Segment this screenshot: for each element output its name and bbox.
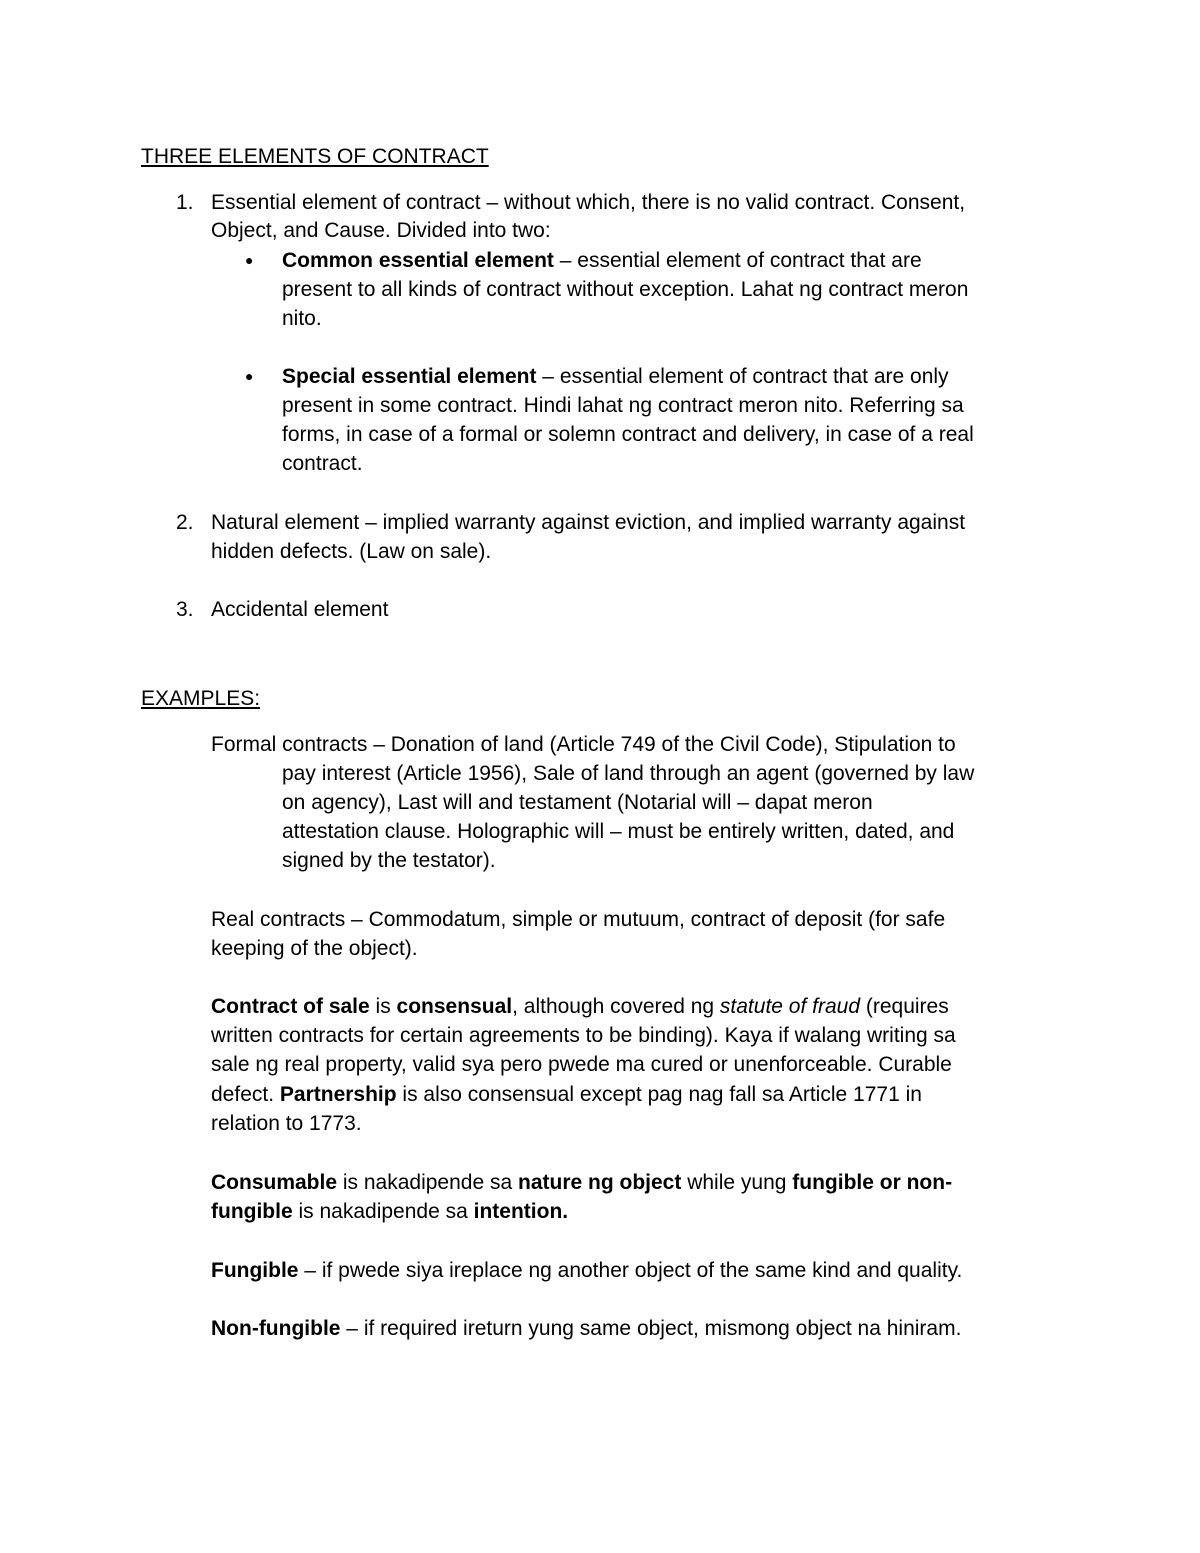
contract-of-sale-term: Contract of sale xyxy=(211,995,370,1018)
statute-of-fraud-term: statute of fraud xyxy=(719,995,861,1018)
formal-line4: attestation clause. Holographic will – must be entirely written, dated, and xyxy=(282,820,955,843)
formal-line5: signed by the testator). xyxy=(282,849,496,872)
nature-ng-object-term: nature ng object xyxy=(518,1171,682,1194)
sale-line2: written contracts for certain agreements to be binding). Kaya if walang writing sa xyxy=(211,1024,956,1047)
real-line1: Real contracts – Commodatum, simple or mutuum, contract of deposit (for safe xyxy=(211,908,946,931)
formal-line3: on agency), Last will and testament (Notarial will – dapat meron xyxy=(282,791,873,814)
bullet2-line4: contract. xyxy=(282,452,363,475)
item2-line1: Natural element – implied warranty against eviction, and implied warranty against xyxy=(211,511,966,534)
item1-line2: Object, and Cause. Divided into two: xyxy=(211,219,551,242)
consumable-line1: Consumable is nakadipende sa nature ng object while yung fungible or non- xyxy=(211,1171,953,1194)
consumable-term: Consumable xyxy=(211,1171,338,1194)
intention-term: intention. xyxy=(473,1200,569,1223)
bullet1-line1: Common essential element – essential element of contract that are xyxy=(282,249,922,272)
sale-line3: sale ng real property, valid sya pero pwede ma cured or unenforceable. Curable xyxy=(211,1053,952,1076)
item3-line1: Accidental element xyxy=(211,598,389,621)
bullet2-line2: present in some contract. Hindi lahat ng contract meron nito. Referring sa xyxy=(282,394,964,417)
fungible-definition: Fungible – if pwede siya ireplace ng another object of the same kind and quality. xyxy=(211,1259,963,1282)
partnership-term: Partnership xyxy=(279,1083,397,1106)
bullet1-line2: present to all kinds of contract without exception. Lahat ng contract meron xyxy=(282,278,969,301)
sale-line1: Contract of sale is consensual, although covered ng statute of fraud (requires xyxy=(211,995,949,1018)
special-essential-term: Special essential element xyxy=(282,365,537,388)
formal-line1: Formal contracts – Donation of land (Article 749 of the Civil Code), Stipulation to xyxy=(211,733,956,756)
bullet2-line3: forms, in case of a formal or solemn contract and delivery, in case of a real xyxy=(282,423,974,446)
nonfungible-term: Non-fungible xyxy=(211,1317,341,1340)
fungible-or-non-term: fungible or non- xyxy=(792,1171,953,1194)
sale-line5: relation to 1773. xyxy=(211,1112,362,1135)
sale-line4: defect. Partnership is also consensual except pag nag fall sa Article 1771 in xyxy=(211,1083,922,1106)
list-number-1: 1. xyxy=(176,191,194,214)
list-number-3: 3. xyxy=(176,598,194,621)
bullet-icon: ● xyxy=(245,252,254,268)
nonfungible-definition: Non-fungible – if required ireturn yung same object, mismong object na hiniram. xyxy=(211,1317,962,1340)
bullet1-line3: nito. xyxy=(282,307,322,330)
consumable-line2: fungible is nakadipende sa intention. xyxy=(211,1200,569,1223)
item1-line1: Essential element of contract – without which, there is no valid contract. Consent, xyxy=(211,191,966,214)
real-line2: keeping of the object). xyxy=(211,937,418,960)
formal-line2: pay interest (Article 1956), Sale of land through an agent (governed by law xyxy=(282,762,975,785)
bullet-icon: ● xyxy=(245,368,254,384)
list-number-2: 2. xyxy=(176,511,194,534)
examples-heading: EXAMPLES: xyxy=(141,687,261,710)
common-essential-term: Common essential element xyxy=(282,249,554,272)
item2-line2: hidden defects. (Law on sale). xyxy=(211,540,492,563)
bullet2-line1: Special essential element – essential element of contract that are only xyxy=(282,365,949,388)
consensual-term: consensual xyxy=(396,995,513,1018)
main-heading: THREE ELEMENTS OF CONTRACT xyxy=(141,145,489,168)
fungible-term-cont: fungible xyxy=(211,1200,293,1223)
fungible-term: Fungible xyxy=(211,1259,299,1282)
